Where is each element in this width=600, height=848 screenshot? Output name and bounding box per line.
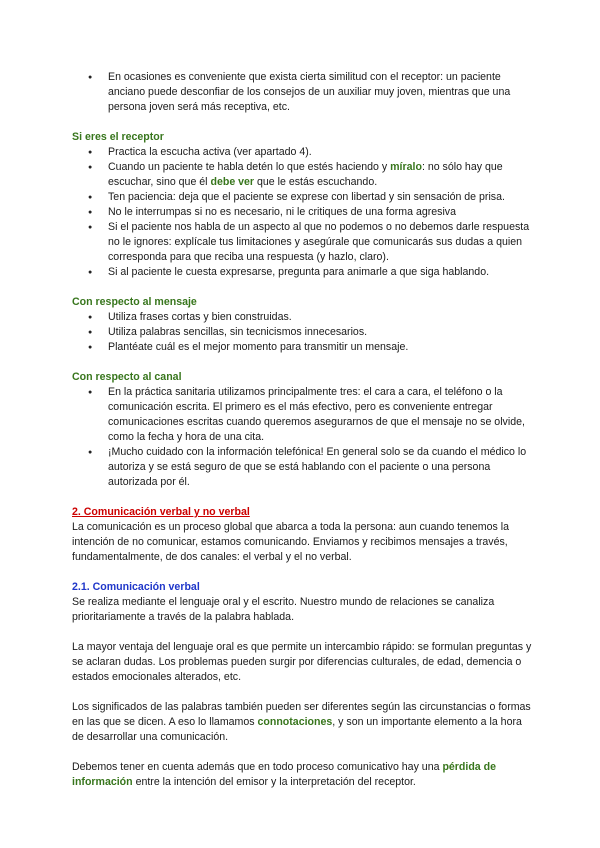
list-item: ● Plantéate cuál es el mejor momento para transmitir un mensaje. — [72, 340, 532, 355]
highlight-connotaciones: connotaciones — [257, 716, 333, 728]
list-item: ● Practica la escucha activa (ver apartado 4). — [72, 145, 532, 160]
document-page — [72, 70, 532, 790]
mensaje-list — [72, 310, 532, 355]
list-item: ● No le interrumpas si no es necesario, ni le critiques de una forma agresiva — [72, 205, 532, 220]
list-item: ● Si el paciente nos habla de un aspecto al que no podemos o no debemos darle respuesta no le ignores: explícale tus limitaciones y asegúrale que comunicarás sus dudas a quien corresponda para que reciba una respuesta (y hazlo, claro). — [72, 220, 532, 265]
list-item: ● Cuando un paciente te habla detén lo que estés haciendo y míralo: no sólo hay que escuchar, sino que él debe ver que le estás escuchando. — [72, 160, 532, 190]
section-2-paragraph: La comunicación es un proceso global que abarca a toda la persona: aun cuando tenemos la intención de no comunicar, estamos comunicando. Enviamos y recibimos mensajes a través, fundamentalmente, de dos canales: el verbal y el no verbal. — [72, 521, 509, 563]
receptor-heading: Si eres el receptor — [72, 131, 164, 143]
section-2-1-paragraph-3: Los significados de las palabras también pueden ser diferentes según las circunstancias o formas en las que se dicen. A eso lo llamamos connotaciones, y son un importante elemento a la hora de desarrollar una comunicación. — [72, 701, 531, 743]
list-item: ● ¡Mucho cuidado con la información telefónica! En general solo se da cuando el médico lo autoriza y se está seguro de que se está hablando con el paciente o una persona autorizada por él. — [72, 445, 532, 490]
mensaje-heading: Con respecto al mensaje — [72, 296, 197, 308]
section-2-1-paragraph-1: Se realiza mediante el lenguaje oral y el escrito. Nuestro mundo de relaciones se canaliza prioritariamente a través de la palabra hablada. — [72, 596, 495, 623]
highlight-miralo: míralo — [390, 161, 422, 173]
receptor-list — [72, 145, 532, 280]
list-item — [72, 70, 532, 115]
highlight-perdida-informacion: pérdida de información — [72, 761, 497, 788]
canal-list — [72, 385, 532, 490]
section-2-1-paragraph-2: La mayor ventaja del lenguaje oral es que permite un intercambio rápido: se formulan preguntas y se aclaran dudas. Los problemas pueden surgir por diferencias culturales, de edad, demencia o estados emocionales alterados, etc. — [72, 641, 532, 683]
list-item: ● Ten paciencia: deja que el paciente se exprese con libertad y sin sensación de prisa. — [72, 190, 532, 205]
section-2-heading: 2. Comunicación verbal y no verbal — [72, 506, 250, 518]
canal-heading: Con respecto al canal — [72, 371, 182, 383]
list-item: ● Utiliza frases cortas y bien construidas. — [72, 310, 532, 325]
list-item: ● Si al paciente le cuesta expresarse, pregunta para animarle a que siga hablando. — [72, 265, 532, 280]
intro-list — [72, 70, 532, 115]
list-item: ● Utiliza palabras sencillas, sin tecnicismos innecesarios. — [72, 325, 532, 340]
list-item: ● En la práctica sanitaria utilizamos principalmente tres: el cara a cara, el teléfono o la comunicación escrita. El primero es el más efectivo, pero es conveniente entregar comunicaciones escritas cuando queremos asegurarnos de que el mensaje no se olvide, como la fecha y hora de una cita. — [72, 385, 532, 445]
section-2-1-heading: 2.1. Comunicación verbal — [72, 581, 200, 593]
list-item-text: En ocasiones es conveniente que exista cierta similitud con el receptor: un paciente anciano puede desconfiar de los consejos de un auxiliar muy joven, mientras que una persona joven será más receptiva, etc. — [108, 71, 511, 113]
highlight-debe-ver: debe ver — [210, 176, 255, 188]
section-2-1-paragraph-4: Debemos tener en cuenta además que en todo proceso comunicativo hay una pérdida de información entre la intención del emisor y la interpretación del receptor. — [72, 761, 497, 788]
